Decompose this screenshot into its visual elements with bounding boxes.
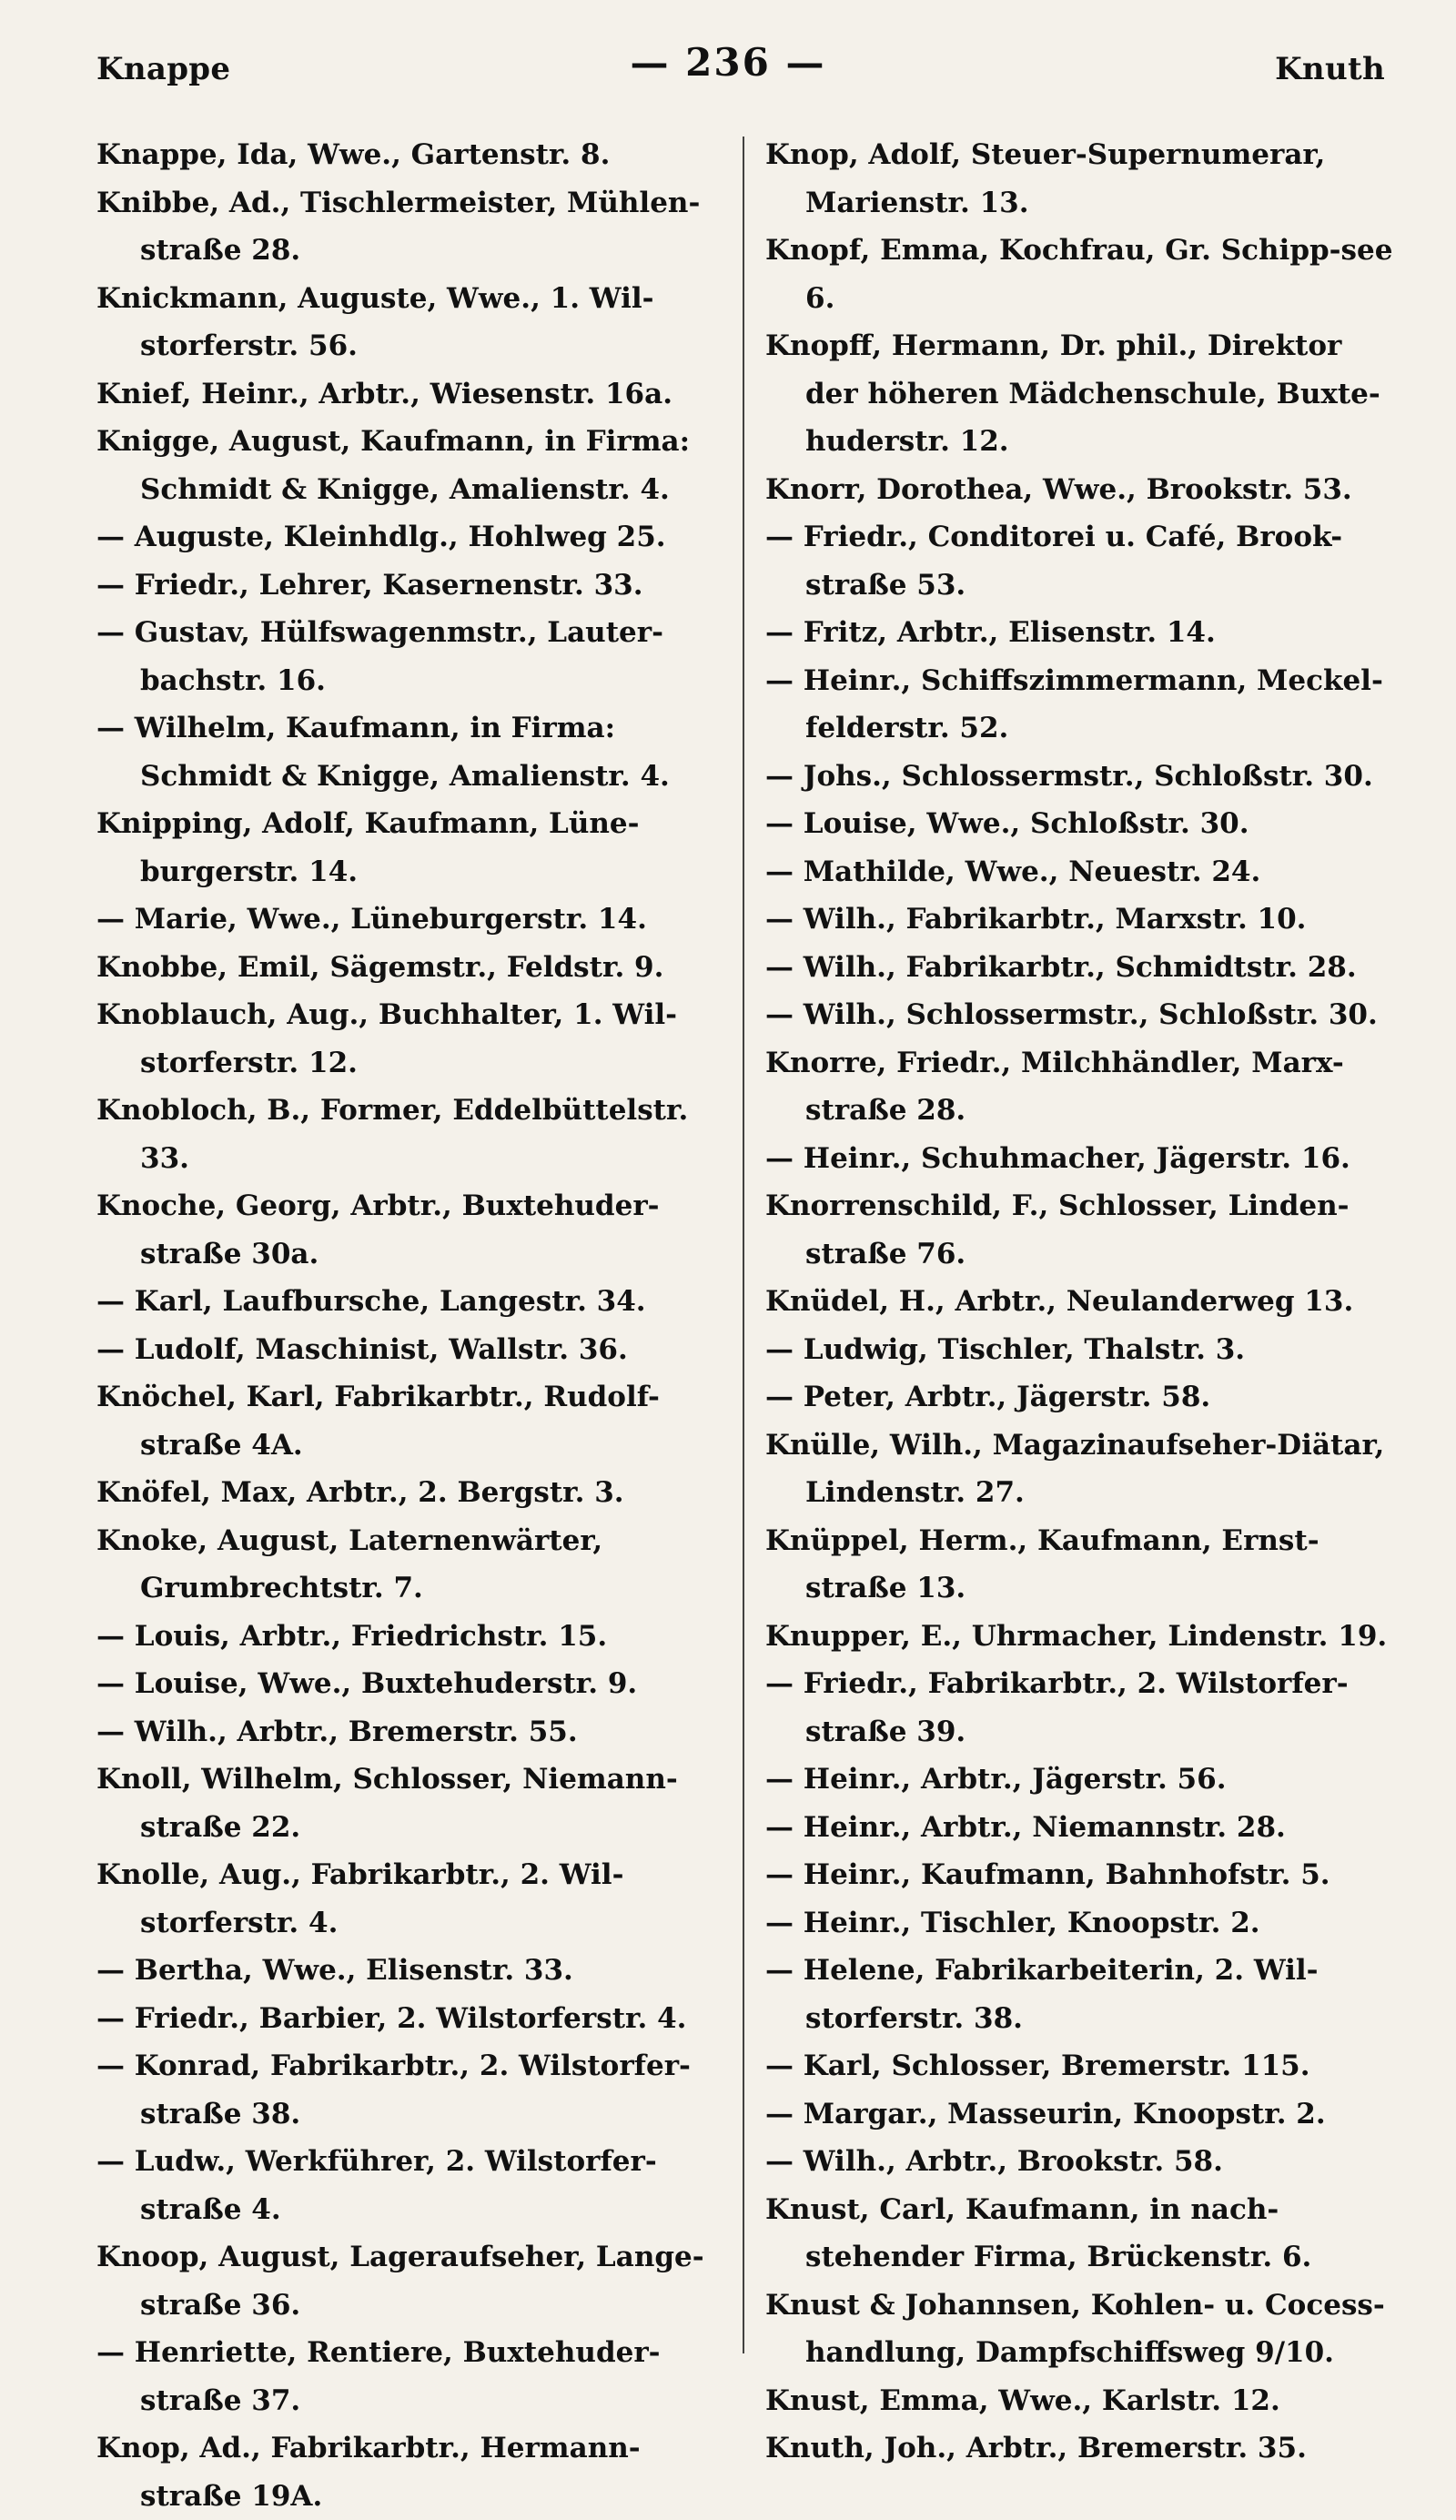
list-item: Knüdel, H., Arbtr., Neulanderweg 13. — [765, 1285, 1354, 1318]
list-item: — Friedr., Barbier, 2. Wilstorferstr. 4. — [96, 2001, 687, 2035]
list-item: — Margar., Masseurin, Knoopstr. 2. — [765, 2097, 1326, 2130]
list-item: — Bertha, Wwe., Elisenstr. 33. — [96, 1954, 573, 1987]
list-item: — Henriette, Rentiere, Buxtehuder-straße 37. — [96, 2336, 661, 2417]
list-item: — Peter, Arbtr., Jägerstr. 58. — [765, 1381, 1211, 1413]
list-item: — Heinr., Arbtr., Niemannstr. 28. — [765, 1810, 1286, 1844]
list-item: Knopf, Emma, Kochfrau, Gr. Schipp-see 6. — [765, 234, 1403, 315]
list-item: — Heinr., Arbtr., Jägerstr. 56. — [765, 1763, 1227, 1796]
left-running-head: Knappe — [96, 51, 231, 87]
list-item: — Konrad, Fabrikarbtr., 2. Wilstorfer-straße 38. — [96, 2049, 691, 2130]
list-item: — Johs., Schlossermstr., Schloßstr. 30. — [765, 759, 1373, 793]
list-item: Knöchel, Karl, Fabrikarbtr., Rudolf-straße 4A. — [96, 1381, 660, 1462]
list-item: Knoche, Georg, Arbtr., Buxtehuder-straße 30a. — [96, 1189, 660, 1270]
list-item: — Wilh., Schlossermstr., Schloßstr. 30. — [765, 998, 1378, 1031]
list-item: Knöfel, Max, Arbtr., 2. Bergstr. 3. — [96, 1476, 624, 1509]
list-item: — Heinr., Schiffszimmermann, Meckel-felderstr. 52. — [765, 663, 1383, 744]
list-item: Knipping, Adolf, Kaufmann, Lüne-burgerstr. 14. — [96, 807, 640, 888]
list-item: — Marie, Wwe., Lüneburgerstr. 14. — [96, 903, 647, 936]
list-item: — Heinr., Tischler, Knoopstr. 2. — [765, 1906, 1260, 1939]
list-item: — Karl, Schlosser, Bremerstr. 115. — [765, 2049, 1310, 2082]
list-item: — Ludw., Werkführer, 2. Wilstorfer-straße 4. — [96, 2145, 657, 2226]
list-item: Knigge, August, Kaufmann, in Firma: Schmidt & Knigge, Amalienstr. 4. — [96, 425, 700, 506]
list-item: — Heinr., Schuhmacher, Jägerstr. 16. — [765, 1141, 1350, 1175]
list-item: — Karl, Laufbursche, Langestr. 34. — [96, 1285, 646, 1318]
list-item: Knuth, Joh., Arbtr., Bremerstr. 35. — [765, 2432, 1307, 2464]
list-item: Knorr, Dorothea, Wwe., Brookstr. 53. — [765, 472, 1352, 506]
list-item: Knoll, Wilhelm, Schlosser, Niemann-straße 22. — [96, 1763, 678, 1844]
list-item: — Wilh., Fabrikarbtr., Schmidtstr. 28. — [765, 950, 1357, 984]
list-item: Knülle, Wilh., Magazinaufseher-Diätar, Lindenstr. 27. — [765, 1428, 1395, 1509]
list-item: Knupper, E., Uhrmacher, Lindenstr. 19. — [765, 1619, 1388, 1653]
list-item: Knolle, Aug., Fabrikarbtr., 2. Wil-storferstr. 4. — [96, 1858, 624, 1939]
list-item: — Friedr., Fabrikarbtr., 2. Wilstorfer-straße 39. — [765, 1667, 1349, 1748]
list-item: Knop, Adolf, Steuer-Supernumerar, Marienstr. 13. — [765, 138, 1336, 219]
list-item: — Louis, Arbtr., Friedrichstr. 15. — [96, 1619, 608, 1653]
list-item: Knüppel, Herm., Kaufmann, Ernst-straße 13. — [765, 1523, 1320, 1604]
page-header — [0, 0, 1456, 137]
list-item: Knobbe, Emil, Sägemstr., Feldstr. 9. — [96, 950, 664, 984]
list-item: Knopff, Hermann, Dr. phil., Direktor der höheren Mädchenschule, Buxte-huderstr. 12. — [765, 329, 1380, 458]
list-item: Knoop, August, Lageraufseher, Lange-straße 36. — [96, 2241, 704, 2322]
list-item: Knorre, Friedr., Milchhändler, Marx-straße 28. — [765, 1046, 1344, 1127]
list-item: — Helene, Fabrikarbeiterin, 2. Wil-storferstr. 38. — [765, 1954, 1319, 2035]
list-item: Knust, Emma, Wwe., Karlstr. 12. — [765, 2383, 1280, 2417]
list-item: Knappe, Ida, Wwe., Gartenstr. 8. — [96, 138, 611, 171]
list-item: — Louise, Wwe., Buxtehuderstr. 9. — [96, 1667, 638, 1700]
list-item: — Friedr., Lehrer, Kasernenstr. 33. — [96, 568, 643, 602]
list-item: — Auguste, Kleinhdlg., Hohlweg 25. — [96, 521, 666, 553]
page-number: — 236 — — [630, 40, 826, 85]
list-item: Knop, Ad., Fabrikarbtr., Hermann-straße 19A. — [96, 2432, 641, 2513]
list-item: — Wilh., Fabrikarbtr., Marxstr. 10. — [765, 903, 1307, 936]
right-column — [765, 131, 1403, 2520]
list-item: Knief, Heinr., Arbtr., Wiesenstr. 16a. — [96, 377, 673, 410]
list-item: — Mathilde, Wwe., Neuestr. 24. — [765, 855, 1261, 888]
list-item: — Friedr., Conditorei u. Café, Brook-straße 53. — [765, 521, 1343, 602]
list-item: — Wilhelm, Kaufmann, in Firma: Schmidt & Knigge, Amalienstr. 4. — [96, 712, 670, 793]
list-item: Knickmann, Auguste, Wwe., 1. Wil-storferstr. 56. — [96, 281, 654, 362]
list-item: — Louise, Wwe., Schloßstr. 30. — [765, 807, 1249, 840]
list-item: — Gustav, Hülfswagenmstr., Lauter-bachstr. 16. — [96, 616, 663, 697]
list-item: — Heinr., Kaufmann, Bahnhofstr. 5. — [765, 1858, 1330, 1891]
list-item: — Ludwig, Tischler, Thalstr. 3. — [765, 1332, 1246, 1366]
list-item: — Ludolf, Maschinist, Wallstr. 36. — [96, 1332, 628, 1366]
list-item: Knoke, August, Laternenwärter, Grumbrechtstr. 7. — [96, 1523, 612, 1604]
list-item: — Fritz, Arbtr., Elisenstr. 14. — [765, 616, 1216, 649]
directory-columns — [96, 131, 1403, 2513]
list-item: Knibbe, Ad., Tischlermeister, Mühlen-straße 28. — [96, 186, 701, 267]
list-item: — Wilh., Arbtr., Brookstr. 58. — [765, 2145, 1223, 2178]
right-running-head: Knuth — [1275, 51, 1385, 87]
list-item: Knoblauch, Aug., Buchhalter, 1. Wil-storferstr. 12. — [96, 998, 677, 1079]
list-item: Knobloch, B., Former, Eddelbüttelstr. 33. — [96, 1094, 699, 1175]
list-item: Knust & Johannsen, Kohlen- u. Cocess-handlung, Dampfschiffsweg 9/10. — [765, 2288, 1385, 2369]
list-item: — Wilh., Arbtr., Bremerstr. 55. — [96, 1715, 578, 1748]
left-column — [96, 131, 734, 2520]
list-item: Knorrenschild, F., Schlosser, Linden-straße 76. — [765, 1189, 1350, 1270]
list-item: Knust, Carl, Kaufmann, in nach-stehender Firma, Brückenstr. 6. — [765, 2192, 1312, 2273]
